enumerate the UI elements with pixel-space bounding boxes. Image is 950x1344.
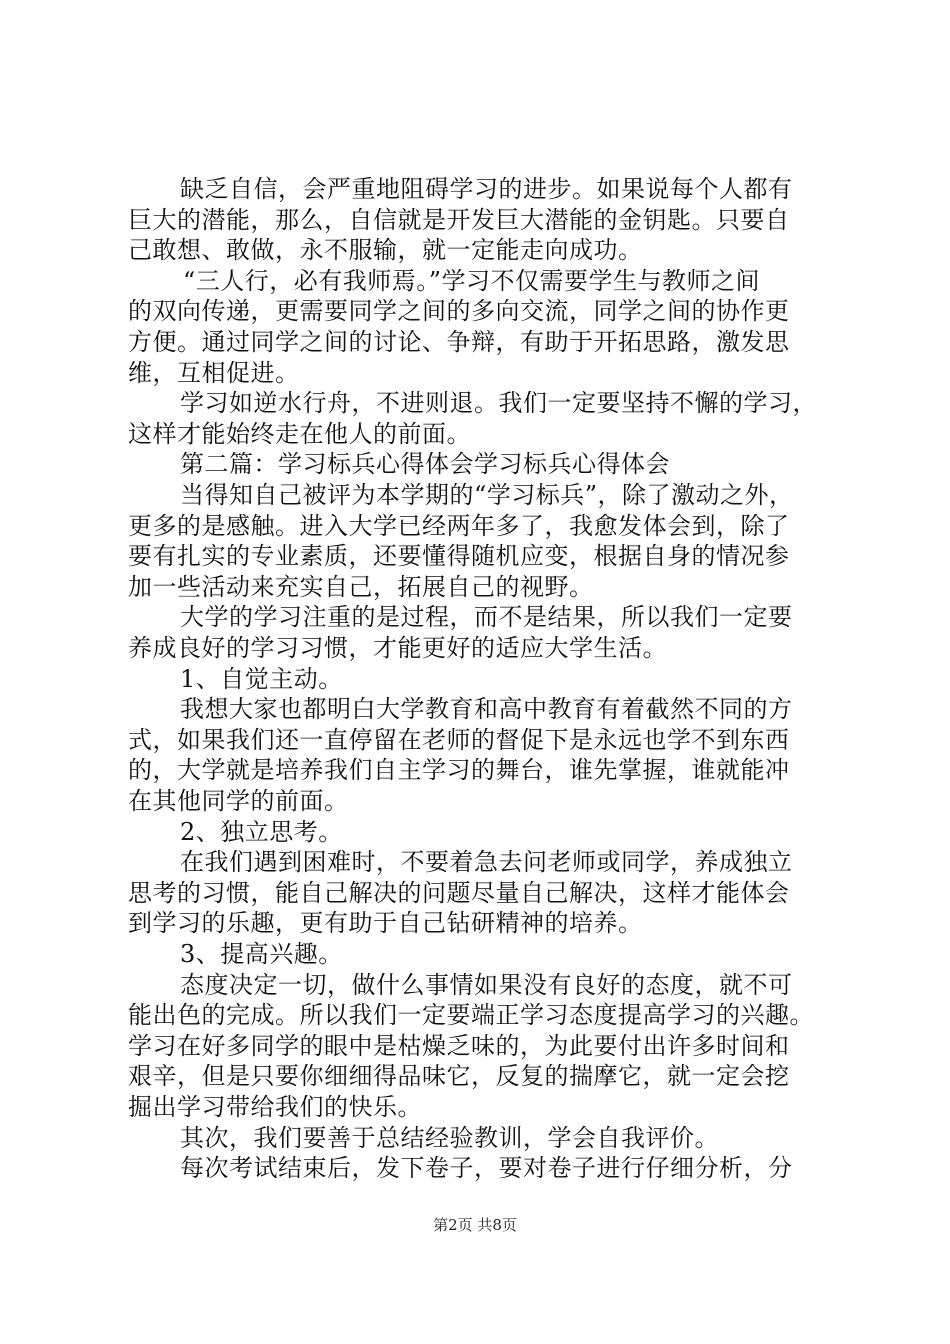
text-line: 加一些活动来充实自己，拓展自己的视野。 bbox=[128, 572, 594, 601]
text-line: 方便。通过同学之间的讨论、争辩，有助于开拓思路，激发思 bbox=[128, 328, 790, 356]
text-line: 思考的习惯，能自己解决的问题尽量自己解决，这样才能体会 bbox=[128, 878, 790, 907]
text-line: 学习在好多同学的眼中是枯燥乏味的，为此要付出许多时间和 bbox=[128, 1031, 790, 1060]
text-line: 能出色的完成。所以我们一定要端正学习态度提高学习的兴趣。 bbox=[128, 1001, 814, 1030]
text-line: 要有扎实的专业素质，还要懂得随机应变，根据自身的情况参 bbox=[128, 542, 790, 571]
text-line: 的，大学就是培养我们自主学习的舞台，谁先掌握，谁就能冲 bbox=[128, 756, 790, 785]
text-line: 养成良好的学习习惯，才能更好的适应大学生活。 bbox=[128, 634, 667, 662]
text-line: 态度决定一切，做什么事情如果没有良好的态度，就不可 bbox=[180, 970, 793, 999]
text-line: 式，如果我们还一直停留在老师的督促下是永远也学不到东西 bbox=[128, 725, 790, 754]
text-line: 到学习的乐趣，更有助于自己钻研精神的培养。 bbox=[128, 909, 643, 938]
list-heading: 3、提高兴趣。 bbox=[180, 940, 343, 968]
text-line: 在我们遇到困难时，不要着急去问老师或同学，养成独立 bbox=[180, 848, 793, 877]
list-heading: 1、自觉主动。 bbox=[180, 664, 343, 693]
text-line: 的双向传递，更需要同学之间的多向交流，同学之间的协作更 bbox=[128, 297, 790, 326]
text-line: 学习如逆水行舟，不进则退。我们一定要坚持不懈的学习， bbox=[180, 389, 817, 418]
text-line: 己敢想、敢做，永不服输，就一定能走向成功。 bbox=[128, 236, 643, 265]
list-heading: 2、独立思考。 bbox=[180, 817, 343, 846]
text-line: 每次考试结束后，发下卷子，要对卷子进行仔细分析，分 bbox=[180, 1154, 793, 1183]
text-line: 巨大的潜能，那么，自信就是开发巨大潜能的金钥匙。只要自 bbox=[128, 205, 790, 234]
text-line: 这样才能始终走在他人的前面。 bbox=[128, 419, 471, 448]
text-line: 缺乏自信，会严重地阻碍学习的进步。如果说每个人都有 bbox=[180, 175, 793, 203]
text-line: 掘出学习带给我们的快乐。 bbox=[128, 1093, 422, 1121]
text-line: 艰辛，但是只要你细细得品味它，反复的揣摩它，就一定会挖 bbox=[128, 1062, 790, 1091]
text-line: 更多的是感触。进入大学已经两年多了，我愈发体会到，除了 bbox=[128, 511, 790, 540]
text-line: 其次，我们要善于总结经验教训，学会自我评价。 bbox=[180, 1123, 719, 1152]
section-heading: 第二篇：学习标兵心得体会学习标兵心得体会 bbox=[180, 450, 670, 479]
text-line: 我想大家也都明白大学教育和高中教育有着截然不同的方 bbox=[180, 695, 793, 724]
text-line: “三人行，必有我师焉。”学习不仅需要学生与教师之间 bbox=[183, 266, 761, 295]
text-line: 维，互相促进。 bbox=[128, 358, 300, 387]
text-line: 当得知自己被评为本学期的“学习标兵”，除了激动之外， bbox=[180, 481, 794, 509]
text-line: 在其他同学的前面。 bbox=[128, 787, 349, 815]
text-line: 大学的学习注重的是过程，而不是结果，所以我们一定要 bbox=[180, 603, 793, 632]
page-number-footer: 第2页 共8页 bbox=[433, 1216, 517, 1234]
